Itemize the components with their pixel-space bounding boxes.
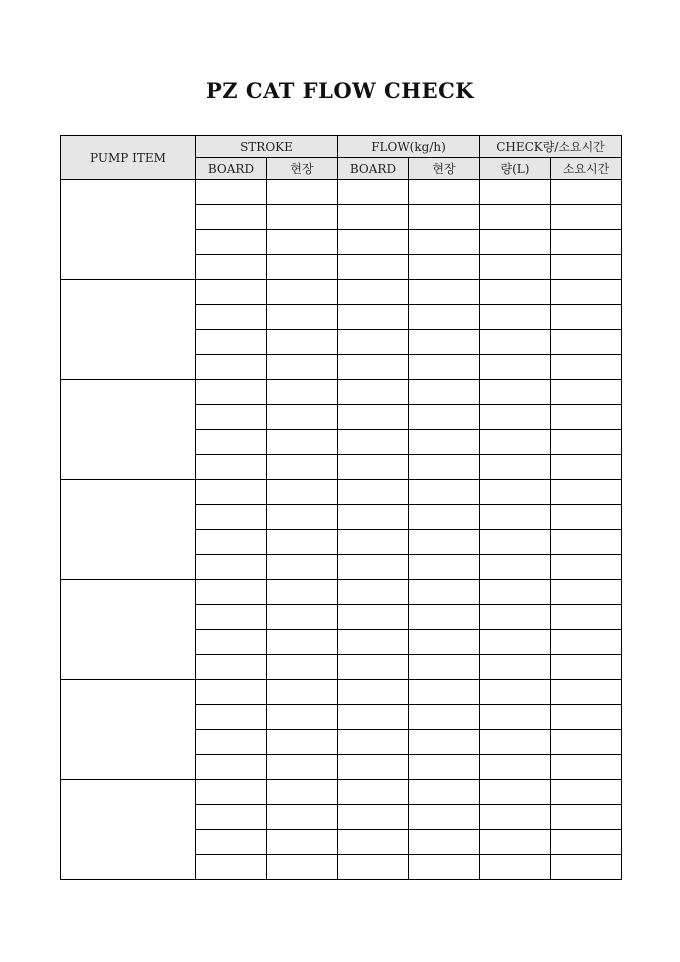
entry-cell[interactable] [551, 705, 622, 730]
entry-cell[interactable] [338, 680, 409, 705]
flow-header: FLOW(kg/h) [338, 136, 480, 158]
entry-cell[interactable] [480, 755, 551, 780]
entry-cell[interactable] [480, 780, 551, 805]
entry-cell[interactable] [409, 405, 480, 430]
entry-cell[interactable] [196, 630, 267, 655]
entry-cell[interactable] [338, 730, 409, 755]
pump-item-cell[interactable] [61, 480, 196, 580]
entry-cell[interactable] [267, 455, 338, 480]
entry-cell[interactable] [480, 305, 551, 330]
entry-cell[interactable] [551, 855, 622, 880]
entry-cell[interactable] [338, 755, 409, 780]
entry-cell[interactable] [480, 205, 551, 230]
entry-cell[interactable] [551, 730, 622, 755]
stroke-site-header: 현장 [267, 158, 338, 180]
entry-cell[interactable] [480, 455, 551, 480]
entry-cell[interactable] [338, 480, 409, 505]
entry-cell[interactable] [338, 230, 409, 255]
entry-cell[interactable] [196, 780, 267, 805]
entry-cell[interactable] [338, 405, 409, 430]
entry-cell[interactable] [338, 830, 409, 855]
entry-cell[interactable] [267, 605, 338, 630]
entry-cell[interactable] [196, 180, 267, 205]
entry-cell[interactable] [196, 555, 267, 580]
entry-cell[interactable] [267, 755, 338, 780]
entry-cell[interactable] [338, 580, 409, 605]
entry-cell[interactable] [267, 280, 338, 305]
entry-cell[interactable] [267, 705, 338, 730]
entry-cell[interactable] [480, 380, 551, 405]
table-row [61, 480, 622, 505]
entry-cell[interactable] [338, 430, 409, 455]
entry-cell[interactable] [338, 355, 409, 380]
entry-cell[interactable] [338, 305, 409, 330]
entry-cell[interactable] [551, 405, 622, 430]
entry-cell[interactable] [338, 380, 409, 405]
table-row [61, 280, 622, 305]
entry-cell[interactable] [480, 280, 551, 305]
entry-cell[interactable] [267, 530, 338, 555]
entry-cell[interactable] [409, 355, 480, 380]
entry-cell[interactable] [338, 530, 409, 555]
entry-cell[interactable] [551, 530, 622, 555]
entry-cell[interactable] [551, 305, 622, 330]
entry-cell[interactable] [267, 555, 338, 580]
entry-cell[interactable] [267, 505, 338, 530]
entry-cell[interactable] [267, 180, 338, 205]
pump-item-cell[interactable] [61, 280, 196, 380]
entry-cell[interactable] [267, 380, 338, 405]
entry-cell[interactable] [480, 255, 551, 280]
entry-cell[interactable] [196, 480, 267, 505]
entry-cell[interactable] [480, 630, 551, 655]
entry-cell[interactable] [196, 255, 267, 280]
entry-cell[interactable] [409, 555, 480, 580]
entry-cell[interactable] [267, 630, 338, 655]
pump-item-cell[interactable] [61, 180, 196, 280]
entry-cell[interactable] [196, 355, 267, 380]
entry-cell[interactable] [338, 605, 409, 630]
flow-check-table [60, 135, 622, 880]
entry-cell[interactable] [409, 530, 480, 555]
entry-cell[interactable] [338, 455, 409, 480]
entry-cell[interactable] [551, 605, 622, 630]
table-row [61, 580, 622, 605]
entry-cell[interactable] [551, 480, 622, 505]
entry-cell[interactable] [409, 680, 480, 705]
entry-cell[interactable] [551, 680, 622, 705]
entry-cell[interactable] [480, 230, 551, 255]
entry-cell[interactable] [409, 580, 480, 605]
entry-cell[interactable] [551, 330, 622, 355]
entry-cell[interactable] [480, 480, 551, 505]
entry-cell[interactable] [480, 805, 551, 830]
entry-cell[interactable] [480, 830, 551, 855]
flow-board-header: BOARD [338, 158, 409, 180]
entry-cell[interactable] [196, 580, 267, 605]
pump-item-cell[interactable] [61, 380, 196, 480]
entry-cell[interactable] [267, 430, 338, 455]
entry-cell[interactable] [480, 180, 551, 205]
entry-cell[interactable] [338, 780, 409, 805]
check-volume-header: 량(L) [480, 158, 551, 180]
entry-cell[interactable] [480, 505, 551, 530]
entry-cell[interactable] [196, 455, 267, 480]
check-header: CHECK량/소요시간 [480, 136, 622, 158]
entry-cell[interactable] [409, 455, 480, 480]
entry-cell[interactable] [196, 855, 267, 880]
entry-cell[interactable] [196, 330, 267, 355]
entry-cell[interactable] [196, 230, 267, 255]
entry-cell[interactable] [409, 755, 480, 780]
entry-cell[interactable] [551, 430, 622, 455]
entry-cell[interactable] [196, 755, 267, 780]
entry-cell[interactable] [196, 655, 267, 680]
entry-cell[interactable] [196, 705, 267, 730]
entry-cell[interactable] [409, 380, 480, 405]
entry-cell[interactable] [551, 180, 622, 205]
entry-cell[interactable] [338, 505, 409, 530]
entry-cell[interactable] [551, 580, 622, 605]
entry-cell[interactable] [267, 780, 338, 805]
entry-cell[interactable] [409, 805, 480, 830]
entry-cell[interactable] [409, 505, 480, 530]
entry-cell[interactable] [267, 680, 338, 705]
table-row [61, 680, 622, 705]
entry-cell[interactable] [551, 755, 622, 780]
entry-cell[interactable] [196, 280, 267, 305]
entry-cell[interactable] [551, 655, 622, 680]
table-row [61, 780, 622, 805]
entry-cell[interactable] [196, 405, 267, 430]
entry-cell[interactable] [551, 780, 622, 805]
entry-cell[interactable] [196, 730, 267, 755]
stroke-header: STROKE [196, 136, 338, 158]
entry-cell[interactable] [338, 280, 409, 305]
entry-cell[interactable] [551, 230, 622, 255]
entry-cell[interactable] [409, 605, 480, 630]
entry-cell[interactable] [409, 430, 480, 455]
entry-cell[interactable] [267, 805, 338, 830]
entry-cell[interactable] [338, 330, 409, 355]
entry-cell[interactable] [267, 305, 338, 330]
pump-item-cell[interactable] [61, 680, 196, 780]
entry-cell[interactable] [409, 705, 480, 730]
entry-cell[interactable] [267, 830, 338, 855]
entry-cell[interactable] [196, 680, 267, 705]
entry-cell[interactable] [551, 205, 622, 230]
entry-cell[interactable] [196, 605, 267, 630]
table-row [61, 180, 622, 205]
pump-item-header: PUMP ITEM [61, 136, 196, 180]
pump-item-cell[interactable] [61, 780, 196, 880]
entry-cell[interactable] [267, 855, 338, 880]
entry-cell[interactable] [196, 305, 267, 330]
flow-site-header: 현장 [409, 158, 480, 180]
entry-cell[interactable] [338, 655, 409, 680]
entry-cell[interactable] [409, 830, 480, 855]
entry-cell[interactable] [480, 855, 551, 880]
pump-item-cell[interactable] [61, 580, 196, 680]
entry-cell[interactable] [480, 555, 551, 580]
entry-cell[interactable] [338, 855, 409, 880]
entry-cell[interactable] [551, 455, 622, 480]
entry-cell[interactable] [480, 705, 551, 730]
entry-cell[interactable] [480, 580, 551, 605]
entry-cell[interactable] [480, 330, 551, 355]
entry-cell[interactable] [196, 805, 267, 830]
stroke-board-header: BOARD [196, 158, 267, 180]
entry-cell[interactable] [338, 805, 409, 830]
entry-cell[interactable] [267, 255, 338, 280]
entry-cell[interactable] [267, 655, 338, 680]
entry-cell[interactable] [409, 305, 480, 330]
entry-cell[interactable] [409, 780, 480, 805]
entry-cell[interactable] [409, 280, 480, 305]
entry-cell[interactable] [267, 580, 338, 605]
entry-cell[interactable] [551, 280, 622, 305]
entry-cell[interactable] [267, 205, 338, 230]
entry-cell[interactable] [480, 355, 551, 380]
entry-cell[interactable] [196, 530, 267, 555]
entry-cell[interactable] [409, 855, 480, 880]
entry-cell[interactable] [409, 205, 480, 230]
check-time-header: 소요시간 [551, 158, 622, 180]
entry-cell[interactable] [551, 830, 622, 855]
entry-cell[interactable] [551, 630, 622, 655]
entry-cell[interactable] [196, 380, 267, 405]
entry-cell[interactable] [480, 680, 551, 705]
entry-cell[interactable] [551, 555, 622, 580]
entry-cell[interactable] [409, 180, 480, 205]
entry-cell[interactable] [480, 530, 551, 555]
entry-cell[interactable] [196, 205, 267, 230]
entry-cell[interactable] [267, 480, 338, 505]
entry-cell[interactable] [551, 355, 622, 380]
entry-cell[interactable] [551, 505, 622, 530]
entry-cell[interactable] [551, 380, 622, 405]
table-row [61, 380, 622, 405]
entry-cell[interactable] [409, 330, 480, 355]
entry-cell[interactable] [338, 180, 409, 205]
entry-cell[interactable] [196, 430, 267, 455]
entry-cell[interactable] [267, 355, 338, 380]
entry-cell[interactable] [267, 230, 338, 255]
entry-cell[interactable] [267, 730, 338, 755]
entry-cell[interactable] [338, 705, 409, 730]
entry-cell[interactable] [480, 430, 551, 455]
page-title: PZ CAT FLOW CHECK [205, 78, 475, 103]
entry-cell[interactable] [409, 255, 480, 280]
entry-cell[interactable] [267, 405, 338, 430]
entry-cell[interactable] [409, 730, 480, 755]
entry-cell[interactable] [338, 255, 409, 280]
entry-cell[interactable] [551, 255, 622, 280]
entry-cell[interactable] [196, 830, 267, 855]
entry-cell[interactable] [480, 605, 551, 630]
entry-cell[interactable] [409, 230, 480, 255]
entry-cell[interactable] [409, 630, 480, 655]
entry-cell[interactable] [480, 655, 551, 680]
entry-cell[interactable] [338, 555, 409, 580]
entry-cell[interactable] [267, 330, 338, 355]
entry-cell[interactable] [338, 630, 409, 655]
entry-cell[interactable] [409, 480, 480, 505]
entry-cell[interactable] [480, 405, 551, 430]
entry-cell[interactable] [196, 505, 267, 530]
entry-cell[interactable] [409, 655, 480, 680]
entry-cell[interactable] [480, 730, 551, 755]
entry-cell[interactable] [338, 205, 409, 230]
entry-cell[interactable] [551, 805, 622, 830]
table-body [61, 180, 622, 880]
